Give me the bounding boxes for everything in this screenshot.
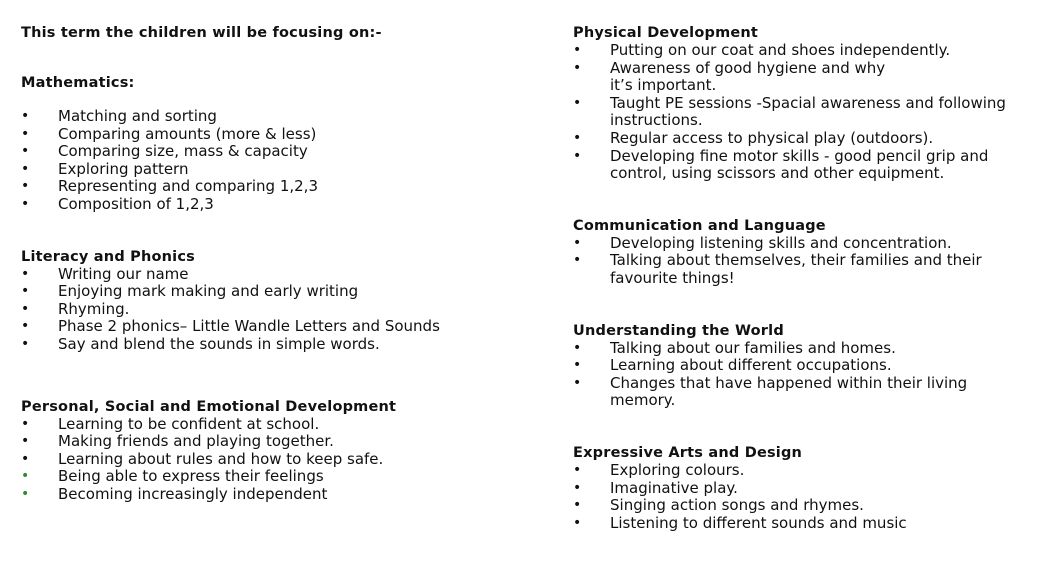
bullet-icon: •: [573, 129, 582, 146]
bullet-icon: •: [573, 497, 582, 514]
bullet-icon: •: [573, 479, 582, 496]
bullet-icon: •: [573, 42, 582, 58]
bullet-icon: •: [573, 339, 582, 356]
list-item: • Say and blend the sounds in simple words.: [21, 334, 380, 353]
list-item: • Developing fine motor skills - good pencil grip and control, using scissors and other equipment.: [573, 146, 989, 183]
section-personal-social-emotional: [21, 398, 541, 504]
list-item: • Rhyming.: [21, 299, 130, 318]
item-list: [21, 266, 541, 354]
bullet-icon: •: [21, 450, 30, 467]
list-item: • Matching and sorting: [21, 107, 217, 125]
list-item: • Talking about themselves, their families and their favourite things!: [573, 251, 982, 287]
list-item: • Learning about rules and how to keep safe.: [21, 449, 384, 468]
bullet-icon: •: [21, 433, 30, 450]
list-item: • Awareness of good hygiene and why it’s important.: [573, 58, 886, 95]
bullet-icon: •: [573, 514, 582, 531]
bullet-icon: •: [573, 59, 582, 76]
section-title: Expressive Arts and Design: [573, 444, 803, 461]
bullet-icon: •: [21, 160, 30, 177]
list-item: • Becoming increasingly independent: [21, 484, 328, 503]
list-item: • Making friends and playing together.: [21, 432, 334, 451]
section-title: Understanding the World: [573, 322, 784, 339]
bullet-icon: •: [21, 468, 30, 485]
left-column: [21, 24, 541, 504]
bullet-icon: •: [573, 234, 582, 251]
bullet-icon: •: [573, 374, 582, 391]
bullet-icon: •: [21, 178, 30, 195]
list-item: • Talking about our families and homes.: [573, 338, 896, 357]
right-column: [573, 24, 1033, 532]
section-title: Personal, Social and Emotional Development: [21, 398, 397, 415]
list-item: • Regular access to physical play (outdoors).: [573, 128, 934, 147]
item-list: [21, 108, 541, 214]
list-item: • Imaginative play.: [573, 478, 738, 497]
intro-heading: This term the children will be focusing on:-: [21, 25, 382, 41]
section-title: Mathematics:: [21, 75, 135, 91]
list-item: • Listening to different sounds and music: [573, 513, 907, 532]
item-list: [21, 416, 541, 504]
list-item: • Learning to be confident at school.: [21, 414, 320, 433]
list-item: • Composition of 1,2,3: [21, 194, 214, 213]
section-understanding-world: [573, 322, 1033, 410]
item-list: [573, 235, 1033, 288]
section-physical-development: [573, 24, 1033, 183]
item-list: [573, 340, 1033, 410]
section-title: Physical Development: [573, 25, 759, 41]
bullet-icon: •: [573, 147, 582, 164]
section-communication-language: [573, 217, 1033, 288]
bullet-icon: •: [21, 335, 30, 352]
list-item: • Putting on our coat and shoes independently.: [573, 41, 951, 59]
item-list: [573, 462, 1033, 532]
section-title: Communication and Language: [573, 217, 826, 234]
list-item: • Enjoying mark making and early writing: [21, 282, 359, 301]
list-item: • Changes that have happened within their living memory.: [573, 373, 968, 410]
list-item: • Exploring pattern: [21, 159, 189, 178]
bullet-icon: •: [21, 415, 30, 432]
list-item: • Representing and comparing 1,2,3: [21, 177, 318, 196]
list-item: • Exploring colours.: [573, 460, 745, 479]
list-item: • Learning about different occupations.: [573, 356, 892, 375]
bullet-icon: •: [573, 461, 582, 478]
bullet-icon: •: [573, 94, 582, 111]
section-mathematics: [21, 74, 541, 214]
section-expressive-arts-design: [573, 444, 1033, 532]
bullet-icon: •: [21, 265, 30, 282]
bullet-icon: •: [573, 252, 582, 269]
list-item: • Taught PE sessions -Spacial awareness and following instructions.: [573, 93, 1006, 130]
section-title: Literacy and Phonics: [21, 248, 195, 265]
bullet-icon: •: [21, 108, 30, 124]
list-item: • Developing listening skills and concentration.: [573, 233, 952, 252]
list-item: • Singing action songs and rhymes.: [573, 496, 864, 515]
list-item: • Comparing size, mass & capacity: [21, 142, 308, 161]
bullet-icon: •: [21, 143, 30, 160]
list-item: • Comparing amounts (more & less): [21, 124, 317, 143]
bullet-icon: •: [21, 283, 30, 300]
item-list: [573, 42, 1033, 183]
list-item: • Being able to express their feelings: [21, 467, 324, 486]
bullet-icon: •: [21, 318, 30, 335]
bullet-icon: •: [21, 485, 30, 502]
list-item: • Phase 2 phonics– Little Wandle Letters and Sounds: [21, 317, 440, 336]
list-item: • Writing our name: [21, 264, 189, 283]
section-literacy-phonics: [21, 248, 541, 354]
bullet-icon: •: [21, 125, 30, 142]
bullet-icon: •: [573, 357, 582, 374]
bullet-icon: •: [21, 195, 30, 212]
bullet-icon: •: [21, 300, 30, 317]
